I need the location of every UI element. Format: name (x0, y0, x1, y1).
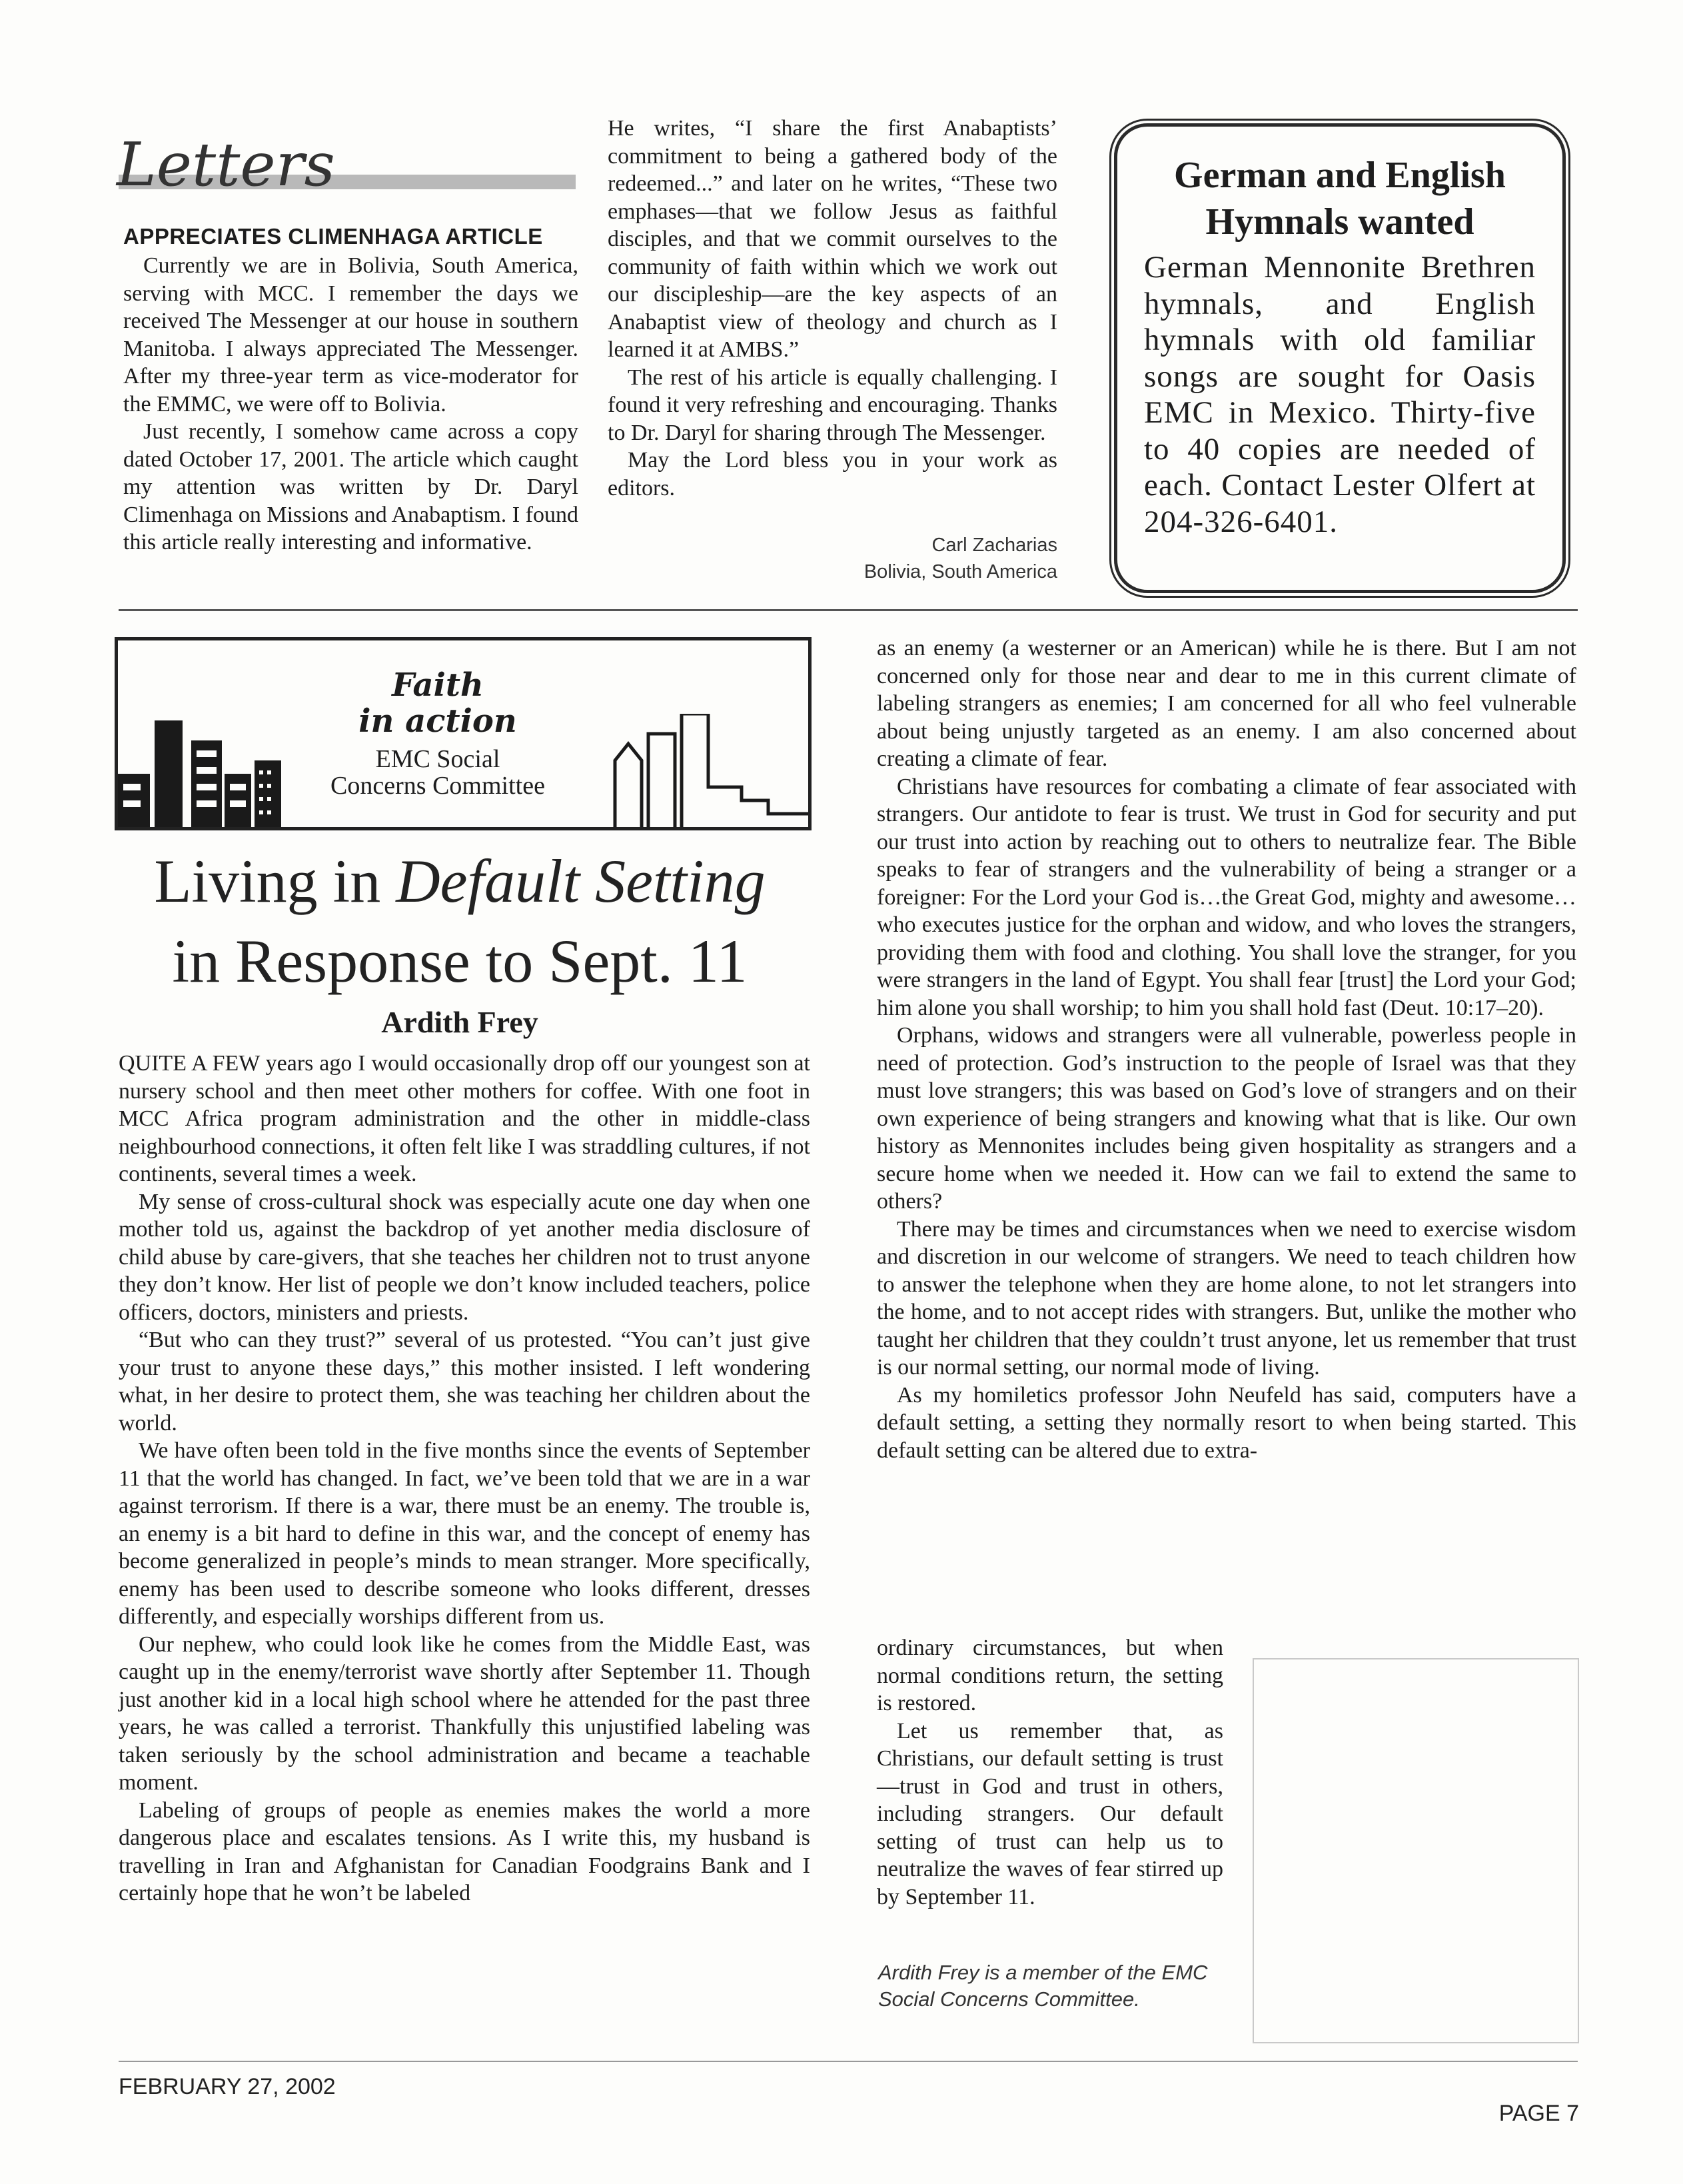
footer-divider (119, 2061, 1578, 2062)
article-paragraph: Christians have resources for combating a climate of fear associated with strangers. Our antidote to fear is trust. We trust in God for security and put our trust into action by reaching out to others to neutralize fear. The Bible speaks to fear of strangers and the vulnerability of being a stranger or a foreigner: For the Lord your God is…the Great God, mighty and awesome…who executes justice for the orphan and widow, and who loves the strangers, providing them with food and clothing. You shall love the stranger, for you were strangers in the land of Egypt. You shall fear [trust] the Lord your God; him alone you shall worship; to him you shall hold fast (Deut. 10:17–20). (877, 774, 1576, 1020)
letter-heading: APPRECIATES CLIMENHAGA ARTICLE (123, 224, 543, 249)
article-paragraph: ordinary circumstances, but when normal conditions return, the setting is restored. (877, 1636, 1223, 1715)
hymnals-ad-box (1114, 123, 1566, 593)
article-paragraph: Labeling of groups of people as enemies makes the world a more dangerous place and escalates tensions. As I write this, my husband is travelling in Iran and Afghanistan for Canadian Foodgrains Bank and I certainly hope that he won’t be labeled (119, 1797, 810, 1905)
article-paragraph: “But who can they trust?” several of us protested. “You can’t just give your trust to anyone these days,” this mother insisted. I left wondering what, in her desire to protect them, she was teaching her children about the world. (119, 1328, 810, 1436)
signature-place: Bolivia, South America (863, 561, 1057, 582)
banner-subtitle-line-1: EMC Social (375, 745, 500, 773)
author-bio: Ardith Frey is a member of the EMC Social Concerns Committee. (878, 1961, 1208, 2011)
letter-column-2 (608, 115, 1057, 502)
article-paragraph: Orphans, widows and strangers were all vulnerable, powerless people in need of protection. God’s instruction to the people of Israel was that they must love strangers; this was based on God’s love of strangers and on their own experience of being strangers and knowing what that is like. Our own history as Mennonites includes being given hospitality as strangers and a secure home when we needed it. How can we fail to extend the same to others? (877, 1023, 1576, 1214)
article-column-1 (119, 1050, 810, 1907)
article-paragraph: We have often been told in the five months since the events of September 11 that the world has changed. In fact, we’ve been told that we are in a war against terrorism. If there is a war, there must be an enemy. The trouble is, an enemy is a bit hard to define in this war, and the concept of enemy has become generalized in people’s minds to mean stranger. More specifically, enemy has been used to describe someone who looks different, dresses differently, and especially worships different from us. (119, 1438, 810, 1629)
article-paragraph: QUITE A FEW years ago I would occasionally drop off our youngest son at nursery school and then meet other mothers for coffee. With one foot in MCC Africa program administration and the other in middle-class neighbourhood connections, it often felt like I was straddling cultures, if not continents, several times a week. (119, 1051, 810, 1186)
letter-column-1 (123, 252, 578, 556)
article-byline: Ardith Frey (381, 1005, 538, 1039)
article-paragraph: as an enemy (a westerner or an American) while he is there. But I am not concerned only for those near and dear to me in this current climate of labeling strangers as enemies; I am concerned for all who feel vulnerable about being unjustly targeted as an enemy. I am also concerned about creating a climate of fear. (877, 636, 1576, 771)
article-paragraph: Let us remember that, as Christians, our default setting is trust—trust in God and trust in others, including strangers. Our default setting of trust can help us to neutralize the waves of fear stirred up by September 11. (877, 1718, 1223, 1909)
banner-subtitle-line-2: Concerns Committee (330, 772, 545, 800)
letter-signature (733, 532, 1057, 585)
letter-paragraph: Just recently, I somehow came across a copy dated October 17, 2001. The article which caught my attention was written by Dr. Daryl Climenhaga on Missions and Anabaptism. I found this article really interesting and informative. (123, 419, 578, 554)
article-column-2 (877, 634, 1576, 1464)
article-paragraph: As my homiletics professor John Neufeld has said, computers have a default setting, a setting they normally resort to when being started. This default setting can be altered due to extra- (877, 1382, 1576, 1463)
letter-paragraph: May the Lord bless you in your work as editors. (608, 448, 1057, 501)
ad-body: German Mennonite Brethren hymnals, and English hymnals with old familiar songs are sought for Oasis EMC in Mexico. Thirty-five to 40 copies are needed of each. Contact Lester Olfert at 204-326-6401. (1144, 250, 1536, 539)
city-skyline-right-icon (608, 714, 808, 827)
city-skyline-left-icon (118, 694, 298, 827)
footer-date: FEBRUARY 27, 2002 (119, 2074, 336, 2099)
section-divider (119, 609, 1578, 611)
letters-section-title: Letters (117, 130, 335, 200)
letter-paragraph: He writes, “I share the first Anabaptists’ commitment to being a gathered body of the redeemed...” and later on he writes, “These two emphases—that we follow Jesus as faithful disciples, and that we commit ourselves to the community of faith within which we work out our discipleship—are the key aspects of an Anabaptist view of theology and church as I learned it at AMBS.” (608, 116, 1057, 362)
signature-name: Carl Zacharias (931, 535, 1057, 556)
article-paragraph: My sense of cross-cultural shock was especially acute one day when one mother told us, against the backdrop of yet another media disclosure of child abuse by care-givers, that she teaches her children not to trust anyone they don’t know. Her list of people we don’t know included teachers, police officers, doctors, ministers and priests. (119, 1189, 810, 1325)
article-headline (115, 841, 805, 1001)
faith-in-action-banner (115, 637, 812, 830)
banner-text (298, 667, 578, 799)
article-column-2-narrow (877, 1634, 1223, 1911)
banner-title-line-2: in action (358, 702, 517, 740)
headline-line-1: Living in Default Setting (154, 847, 766, 915)
banner-title-line-1: Faith (392, 666, 484, 704)
photo-frame (1253, 1658, 1579, 2043)
article-paragraph: Our nephew, who could look like he comes from the Middle East, was caught up in the enemy/terrorist wave shortly after September 11. Though just another kid in a local high school where he attended for the past three years, he was called a terrorist. Thankfully this unjustified labeling was taken seriously by the school administration and became a teachable moment. (119, 1632, 810, 1795)
letter-paragraph: Currently we are in Bolivia, South America, serving with MCC. I remember the days we received The Messenger at our house in southern Manitoba. I always appreciated The Messenger. After my three-year term as vice-moderator for the EMMC, we were off to Bolivia. (123, 253, 578, 417)
letter-paragraph: The rest of his article is equally challenging. I found it very refreshing and encouraging. Thanks to Dr. Daryl for sharing through The Messenger. (608, 365, 1057, 445)
article-paragraph: There may be times and circumstances when we need to exercise wisdom and discretion in our welcome of strangers. We need to teach children how to answer the telephone when they are home alone, to not let strangers into the home, and to not accept rides with strangers. But, unlike the mother who taught her children that they couldn’t trust anyone, let us remember that trust is our normal setting, our normal mode of living. (877, 1216, 1576, 1380)
ad-title: German and English Hymnals wanted (1174, 155, 1506, 243)
footer-page-number: PAGE 7 (1498, 2101, 1579, 2126)
headline-line-2: in Response to Sept. 11 (172, 927, 748, 995)
